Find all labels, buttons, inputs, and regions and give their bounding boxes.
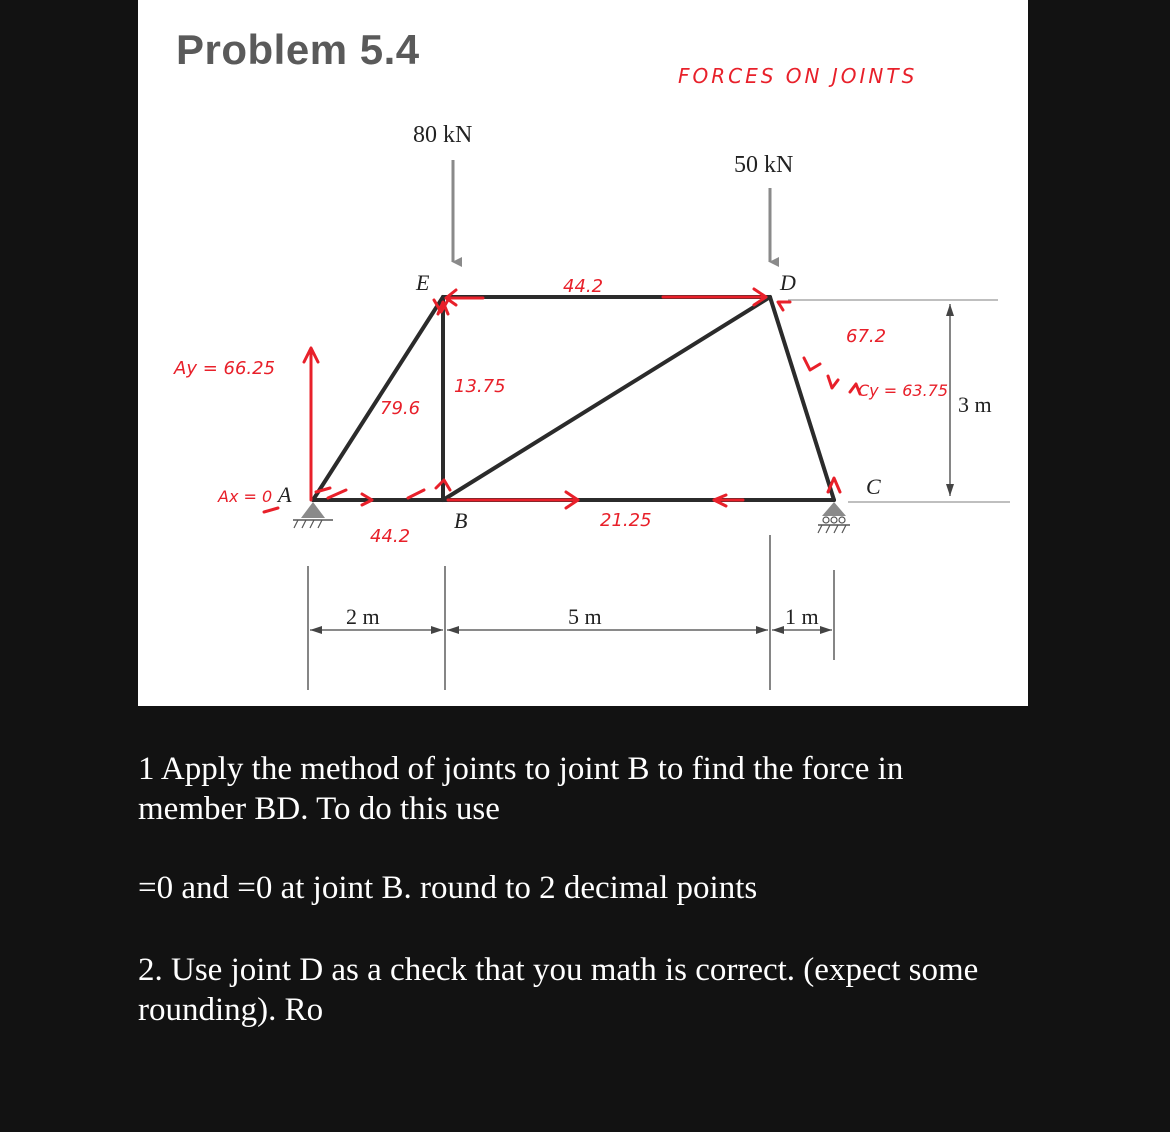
joint-label-E: E: [416, 270, 430, 295]
step1-line2: member BD. To do this use: [138, 791, 500, 827]
roller-support-C: [818, 502, 850, 533]
joint-label-D: D: [780, 270, 796, 295]
dimension-AB: 2 m: [346, 604, 380, 629]
joint-label-C: C: [866, 474, 881, 499]
force-label-AB: 44.2: [370, 526, 411, 547]
step1-line1: 1 Apply the method of joints to joint B to find the force in: [138, 751, 904, 787]
joint-label-A: A: [278, 482, 292, 507]
pin-support-A: [293, 502, 333, 528]
force-label-ED: 44.2: [563, 276, 604, 297]
figure-panel: [138, 0, 1028, 706]
reaction-Cy: Cy = 63.75: [858, 381, 949, 400]
member-AE: [313, 297, 443, 500]
step2-line1: 2. Use joint D as a check that you math is correct. (expect some: [138, 952, 979, 988]
problem-title: Problem 5.4: [176, 26, 420, 73]
annotation-arrows: [264, 289, 860, 512]
force-label-DC: 67.2: [846, 326, 887, 347]
step2-line2: rounding). Ro: [138, 992, 324, 1028]
truss-diagram: [138, 0, 1028, 706]
reaction-Ax: Ax = 0: [218, 487, 273, 506]
dimension-height: 3 m: [958, 392, 992, 417]
dimension-DC: 1 m: [785, 604, 819, 629]
dimension-lines: [308, 304, 950, 690]
member-DC: [770, 297, 834, 500]
reaction-Ay: Ay = 66.25: [174, 358, 276, 379]
force-label-AE: 79.6: [380, 398, 421, 419]
force-label-EB: 13.75: [454, 376, 506, 397]
joint-label-B: B: [454, 508, 468, 533]
load-label-E: 80 kN: [413, 122, 473, 148]
load-label-D: 50 kN: [734, 152, 794, 178]
member-BD: [443, 297, 770, 500]
header-note: FORCES ON JOINTS: [678, 64, 918, 88]
step1-equation: =0 and =0 at joint B. round to 2 decimal points: [138, 870, 758, 906]
force-label-BC: 21.25: [600, 510, 652, 531]
dimension-BD: 5 m: [568, 604, 602, 629]
